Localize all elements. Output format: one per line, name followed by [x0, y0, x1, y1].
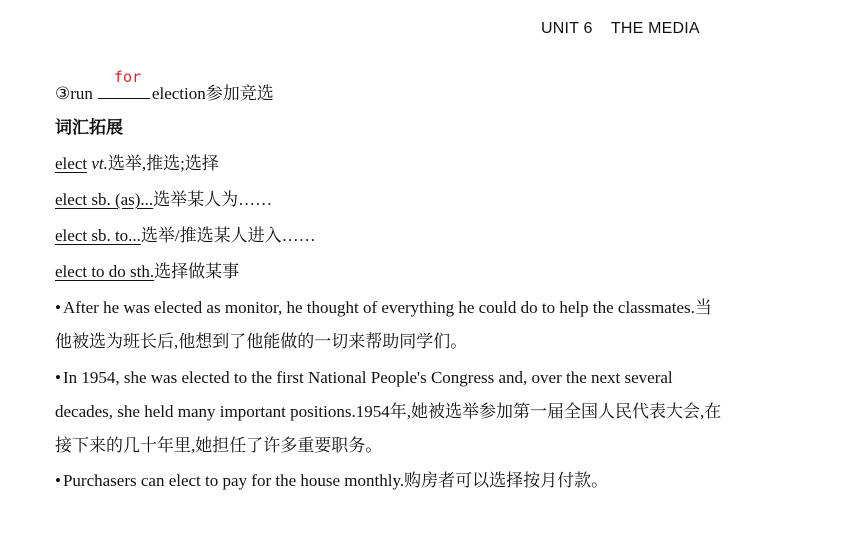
part-of-speech: vt. — [91, 154, 108, 173]
section-title: 词汇拓展 — [55, 118, 123, 137]
phrase-definition: 选举/推选某人进入…… — [140, 226, 316, 245]
definition-text: 选举,推选;选择 — [107, 154, 219, 173]
bullet: • — [55, 298, 61, 317]
phrase: elect to do sth. — [55, 262, 155, 281]
phrase-elect-as — [55, 189, 272, 211]
bullet: • — [55, 368, 61, 387]
item-number: ③ — [55, 84, 71, 103]
example-2-line-2: decades, she held many important positions.1954年,她被选举参加第一届全国人民代表大会,在 — [55, 402, 722, 421]
phrase-suffix: election参加竞选 — [151, 84, 274, 103]
example-text: After he was elected as monitor, he thought of everything he could do to help the classmates.当 — [62, 298, 712, 317]
example-2-line-1 — [55, 367, 673, 389]
phrase: elect sb. (as)... — [55, 190, 154, 209]
example-2-line-3: 接下来的几十年里,她担任了许多重要职务。 — [55, 436, 383, 455]
phrase-run-for-election — [55, 68, 274, 105]
answer-text: for — [113, 68, 142, 86]
phrase: elect sb. to... — [55, 226, 141, 245]
bullet: • — [55, 471, 61, 490]
example-text: In 1954, she was elected to the first National People's Congress and, over the next several — [62, 368, 673, 387]
phrase-elect-to-do — [55, 261, 239, 283]
phrase-prefix: run — [70, 84, 93, 103]
example-3-line-1 — [55, 470, 608, 492]
unit-header: UNIT 6 THE MEDIA — [541, 20, 700, 37]
answer-blank — [98, 68, 150, 99]
example-1-line-1 — [55, 297, 712, 319]
phrase-elect-to — [55, 225, 316, 247]
definition-elect — [55, 153, 219, 175]
phrase-definition: 选择做某事 — [154, 262, 240, 281]
phrase-definition: 选举某人为…… — [153, 190, 273, 209]
headword: elect — [55, 154, 88, 173]
example-text: Purchasers can elect to pay for the house monthly.购房者可以选择按月付款。 — [62, 471, 609, 490]
example-1-line-2: 他被选为班长后,他想到了他能做的一切来帮助同学们。 — [55, 332, 468, 351]
